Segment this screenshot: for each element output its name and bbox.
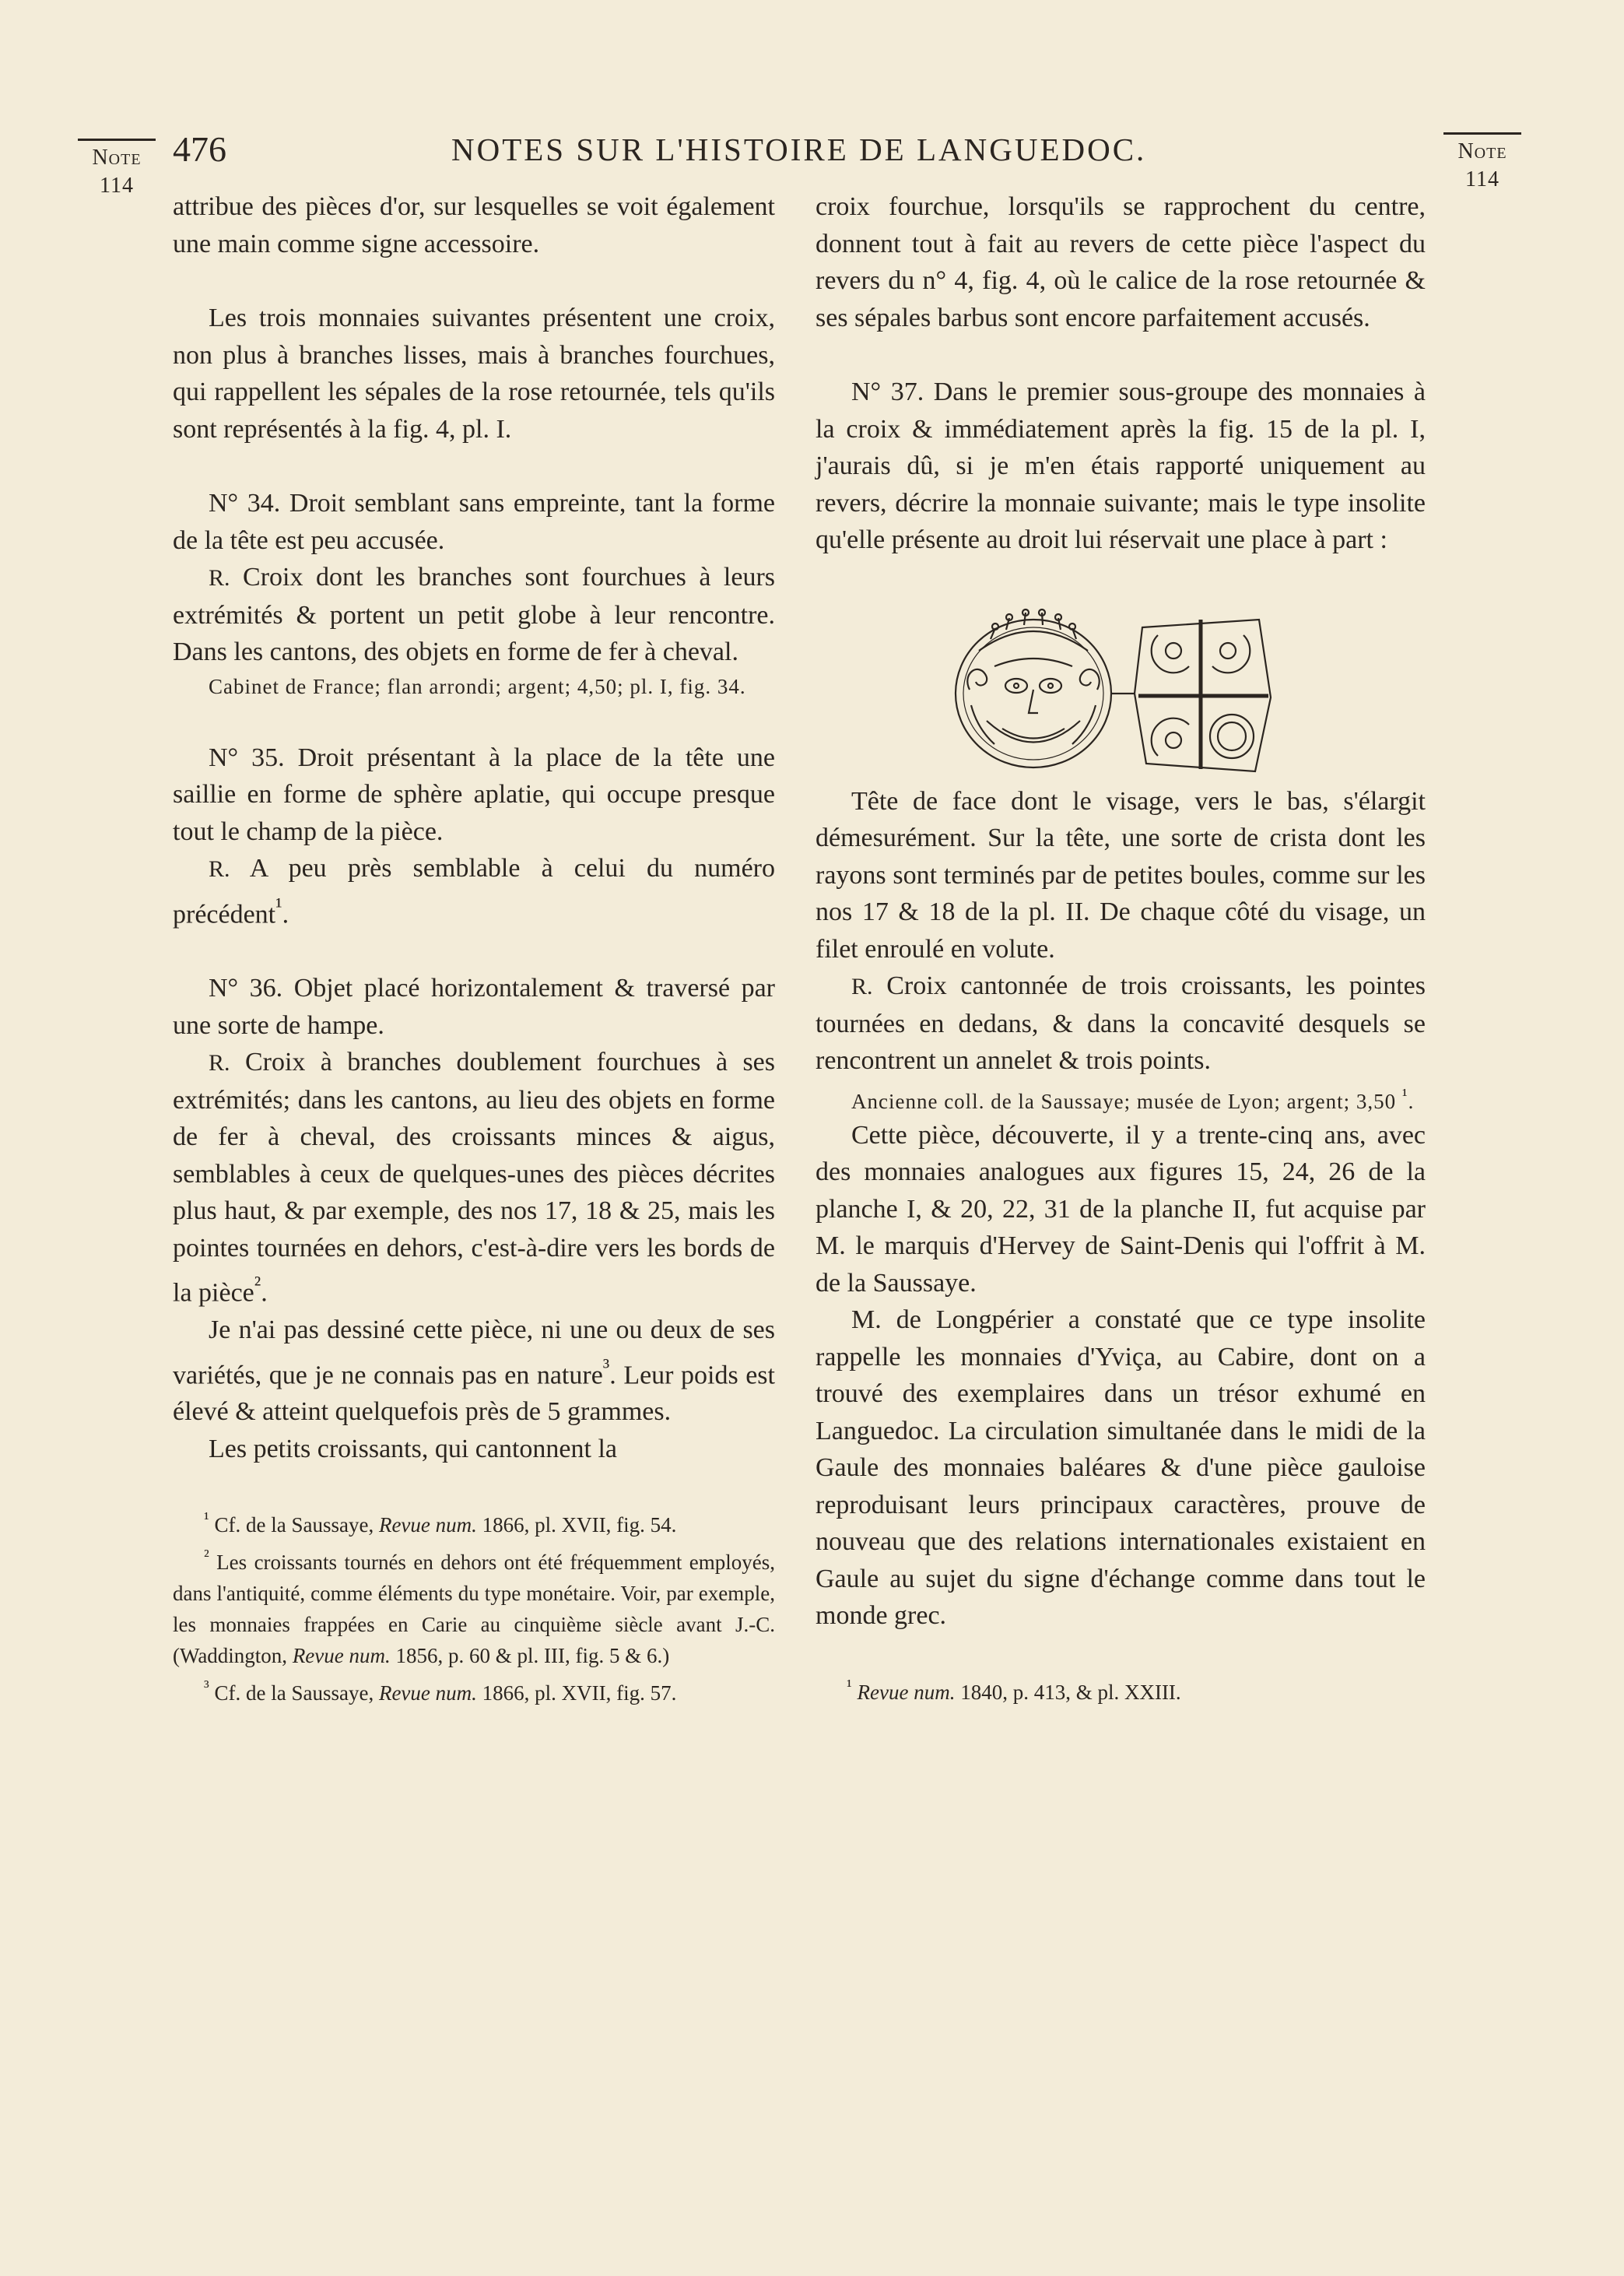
coin-obverse-head [956,609,1111,767]
left-column [173,188,775,1709]
text: 1840, p. 413, & pl. XXIII. [960,1680,1181,1704]
text: 1856, p. 60 & pl. III, fig. 5 & 6.) [395,1644,670,1668]
paragraph-varietes [173,1312,775,1431]
footnotes-right [816,1670,1426,1708]
revers-label: R. [209,856,230,882]
description-droit: Tête de face dont le visage, vers le bas, s'élargit démesurément. Sur la tête, une sorte de crista dont les rayons sont terminés par de petites boules, comme sur les nos 17 & 18 de la pl. II. De chaque côté du visage, un filet enroulé en volute. [816,786,1426,964]
right-column [816,188,1426,1708]
journal-title: Revue num. [378,1681,477,1705]
note-number-left: 114 [100,174,134,198]
description-revers [816,968,1426,1080]
note-label-left: Note [92,146,142,170]
revers-text: Croix cantonnée de trois croissants, les pointes tournées en dedans, & dans la concavité desquels se rencontrent un annelet & trois points. [816,971,1426,1075]
journal-title: Revue num. [292,1644,391,1668]
entry-34-source: Cabinet de France; flan arrondi; argent; 4,50; pl. I, fig. 34. [209,674,746,698]
text: Les croissants tournés en dehors ont été fréquemment employés, dans l'antiquité, comme éléments du type monétaire. Voir, par exemple, les monnaies frappées en Carie au cinquième siècle avant J.-C. (Waddington, [173,1551,776,1668]
paragraph: attribue des pièces d'or, sur lesquelles se voit également une main comme signe accessoire. [173,192,775,258]
text: Cf. de la Saussaye, [214,1513,374,1537]
footnote-1 [816,1670,1426,1708]
text: Cf. de la Saussaye, [214,1681,374,1705]
footnote-mark: ² [204,1546,209,1566]
footnote-ref[interactable]: ¹ [275,894,282,918]
text: 1866, pl. XVII, fig. 54. [482,1513,677,1537]
footnote-ref[interactable]: ² [254,1273,261,1298]
text: Ancienne coll. de la Saussaye; musée de Lyon; argent; 3,50 [851,1089,1397,1113]
revers-text: Croix dont les branches sont fourchues à leurs extrémités & portent un petit globe à leur rencontre. Dans les cantons, des objets en forme de fer à cheval. [173,563,776,666]
paragraph: M. de Longpérier a constaté que ce type insolite rappelle les monnaies d'Yviça, au Cabire, dont on a trouvé des exemplaires dans un trésor exhumé en Languedoc. La circulation simultanée dans le midi de la Gaule des monnaies baléares & d'une pièce gauloise reproduisant leurs principaux caractères, prouve de nouveau que des relations internationales existaient en Gaule au sujet du signe d'échange comme dans tout le monde grec. [816,1305,1426,1630]
entry-37: N° 37. Dans le premier sous-groupe des monnaies à la croix & immédiatement après la fig. 15 de la pl. I, j'aurais dû, si je m'en étais rapporté uniquement au revers, décrire la monnaie suivante; mais le type insolite qu'elle présente au droit lui réservait une place à part : [816,378,1426,554]
revers-text: A peu près semblable à celui du numéro précédent [173,854,776,929]
text-end: . [261,1278,268,1308]
entry-37-source [816,1080,1426,1117]
text: 1866, pl. XVII, fig. 57. [482,1681,677,1705]
margin-note-left [78,139,156,200]
paragraph: croix fourchue, lorsqu'ils se rapprochent du centre, donnent tout à fait au revers de cette pièce l'aspect du revers du n° 4, fig. 4, où le calice de la rose retournée & ses sépales barbus sont encore parfaitement accusés. [816,192,1426,332]
paragraph: Les petits croissants, qui cantonnent la [209,1434,617,1463]
paragraph: Les trois monnaies suivantes présentent une croix, non plus à branches lisses, mais à branches fourchues, qui rappellent les sépales de la rose retournée, tels qu'ils sont représentés à la fig. 4, pl. I. [173,304,775,444]
page-number: 476 [173,129,226,169]
note-label-right: Note [1457,139,1507,163]
coin-illustration [948,604,1282,783]
footnote-mark: ¹ [847,1675,852,1695]
text: . Leur poids est élevé & atteint quelquefois près de 5 grammes. [173,1360,775,1427]
footnote-ref[interactable]: ¹ [1401,1084,1408,1105]
text: . [1408,1089,1415,1113]
journal-title: Revue num. [378,1513,477,1537]
entry-35-revers [173,850,775,933]
footnote-1 [173,1503,775,1540]
note-number-right: 114 [1465,167,1499,191]
text: Je n'ai pas dessiné cette pièce, ni une ou deux de ses variétés, que je ne connais pas en nature [173,1315,775,1389]
footnote-3 [173,1671,775,1709]
footnote-mark: ¹ [204,1509,209,1529]
footnotes-left [173,1503,775,1709]
entry-34-revers [173,559,775,671]
revers-label: R. [209,565,230,591]
running-head: NOTES SUR L'HISTOIRE DE LANGUEDOC. [451,132,1147,167]
entry-36-revers [173,1044,775,1312]
revers-label: R. [851,974,873,999]
journal-title: Revue num. [857,1680,956,1704]
footnote-2 [173,1540,775,1671]
margin-note-right [1443,132,1521,194]
footnote-ref[interactable]: ³ [602,1354,610,1379]
revers-text: Croix à branches doublement fourchues à ses extrémités; dans les cantons, au lieu des objets en forme de fer à cheval, des croissants minces & aigus, semblables à ceux de quelques-unes des pièces décrites plus haut, & par exemple, des nos 17, 18 & 25, mais les pointes tournées en dehors, c'est-à-dire vers les bords de la pièce [173,1048,776,1308]
margin-rule-right [1443,132,1521,135]
footnote-mark: ³ [204,1677,209,1697]
revers-label: R. [209,1050,230,1077]
entry-36-droit: N° 36. Objet placé horizontalement & traversé par une sorte de hampe. [173,974,775,1040]
entry-34-droit: N° 34. Droit semblant sans empreinte, tant la forme de la tête est peu accusée. [173,489,775,555]
entry-35-droit: N° 35. Droit présentant à la place de la tête une saillie en forme de sphère aplatie, qui occupe presque tout le champ de la pièce. [173,743,775,846]
paragraph: Cette pièce, découverte, il y a trente-cinq ans, avec des monnaies analogues aux figures 15, 24, 26 de la planche I, & 20, 22, 31 de la planche II, fut acquise par M. le marquis d'Hervey de Saint-Denis qui l'offrit à M. de la Saussaye. [816,1120,1426,1298]
margin-rule-left [78,139,156,141]
coin-reverse-cross [1135,620,1271,771]
text-end: . [282,899,289,929]
